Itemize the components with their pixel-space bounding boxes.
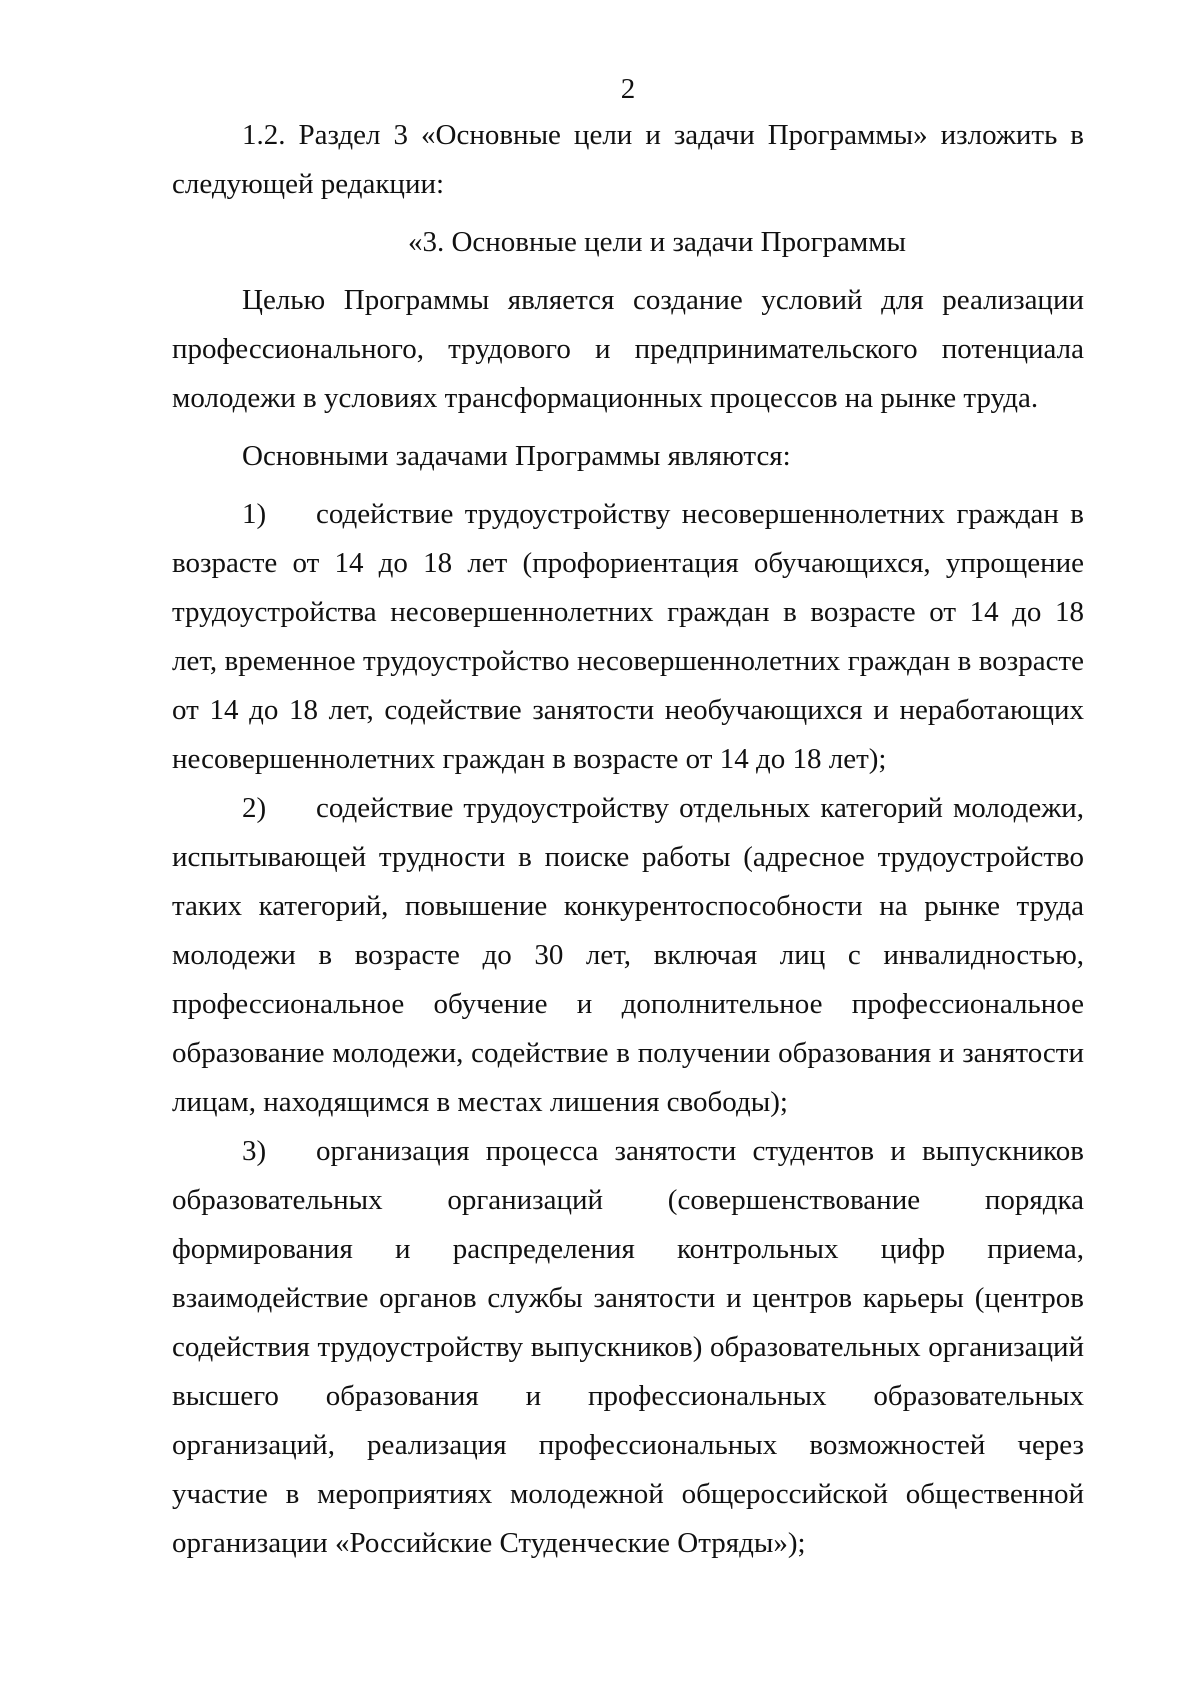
section-heading: «3. Основные цели и задачи Программы [407, 226, 907, 258]
document-body [172, 111, 1084, 1568]
tasks-intro: Основными задачами Программы являются: [242, 440, 791, 472]
page-number: 2 [620, 73, 636, 105]
task-item [172, 1127, 1084, 1568]
goal-paragraph: Целью Программы является создание условий для реализации профессионального, трудового и предпринимательского потенциала молодежи в условиях трансформационных процессов на рынке труда. [172, 284, 1084, 414]
task-item [172, 490, 1084, 784]
task-text: содействие трудоустройству отдельных категорий молодежи, испытывающей трудности в поиске работы (адресное трудоустройство таких категорий, повышение конкурентоспособности на рынке труда молодежи в возрасте до 30 лет, включая лиц с инвалидностью, профессиональное обучение и дополнительное профессиональное образование молодежи, содействие в получении образования и занятости лицам, находящимся в местах лишения свободы); [172, 792, 1084, 1118]
task-item [172, 784, 1084, 1127]
task-number: 2) [242, 792, 267, 824]
task-number: 1) [242, 498, 267, 530]
intro-paragraph: 1.2. Раздел 3 «Основные цели и задачи Программы» изложить в следующей редакции: [172, 119, 1084, 200]
task-number: 3) [242, 1135, 267, 1167]
task-text: организация процесса занятости студентов и выпускников образовательных организаций (совершенствование порядка формирования и распределения контрольных цифр приема, взаимодействие органов службы занятости и центров карьеры (центров содействия трудоустройству выпускников) образовательных организаций высшего образования и профессиональных образовательных организаций, реализация профессиональных возможностей через участие в мероприятиях молодежной общероссийской общественной организации «Российские Студенческие Отряды»); [172, 1135, 1084, 1559]
task-text: содействие трудоустройству несовершеннолетних граждан в возрасте от 14 до 18 лет (профориентация обучающихся, упрощение трудоустройства несовершеннолетних граждан в возрасте от 14 до 18 лет, временное трудоустройство несовершеннолетних граждан в возрасте от 14 до 18 лет, содействие занятости необучающихся и неработающих несовершеннолетних граждан в возрасте от 14 до 18 лет); [172, 498, 1084, 775]
